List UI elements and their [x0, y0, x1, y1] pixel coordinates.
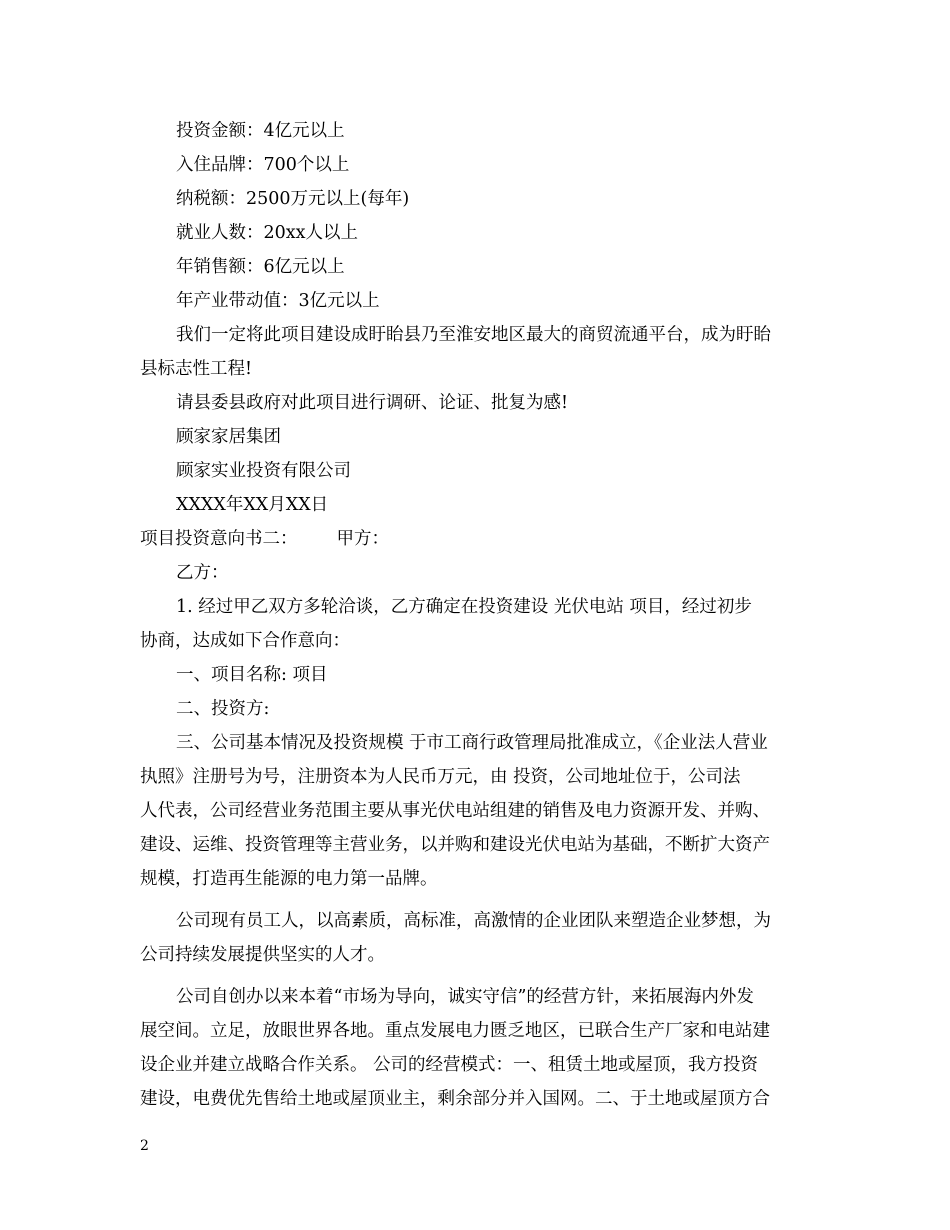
- signature-group: 顾家家居集团: [176, 427, 281, 447]
- text-line: 年销售额：6亿元以上: [176, 257, 345, 277]
- text-line: 建设，电费优先售给土地或屋顶业主，剩余部分并入国网。二、于土地或屋顶方合: [140, 1089, 770, 1109]
- text-line: 请县委县政府对此项目进行调研、论证、批复为感!: [176, 393, 569, 413]
- text-line: 就业人数：20xx人以上: [176, 223, 359, 243]
- text-line: 协商，达成如下合作意向：: [140, 631, 350, 651]
- section-heading: 项目投资意向书二： 甲方：: [140, 529, 389, 549]
- text-line: 公司自创办以来本着“市场为导向，诚实守信”的经营方针，来拓展海内外发: [176, 987, 754, 1007]
- text-line: 县标志性工程!: [140, 359, 253, 379]
- text-line: 规模，打造再生能源的电力第一品牌。: [140, 869, 438, 889]
- text-line: 执照》注册号为号，注册资本为人民币万元，由 投资，公司地址位于，公司法: [140, 767, 741, 787]
- text-line: 二、投资方:: [176, 699, 270, 719]
- text-line: 我们一定将此项目建设成盱眙县乃至淮安地区最大的商贸流通平台，成为盱眙: [176, 325, 771, 345]
- text-line: 入住品牌：700个以上: [176, 155, 350, 175]
- text-line: 公司持续发展提供坚实的人才。: [140, 945, 385, 965]
- text-line: 三、公司基本情况及投资规模 于市工商行政管理局批准成立，《企业法人营业: [176, 733, 768, 753]
- text-line: 建设、运维、投资管理等主营业务，以并购和建设光伏电站为基础，不断扩大资产: [140, 835, 770, 855]
- text-line: 乙方：: [176, 563, 229, 583]
- text-line: 纳税额：2500万元以上(每年): [176, 189, 410, 209]
- text-line: 人代表，公司经营业务范围主要从事光伏电站组建的销售及电力资源开发、并购、: [140, 801, 770, 821]
- text-line: 公司现有员工人，以高素质，高标准，高激情的企业团队来塑造企业梦想，为: [176, 911, 771, 931]
- text-line: 1. 经过甲乙双方多轮洽谈，乙方确定在投资建设 光伏电站 项目，经过初步: [176, 597, 752, 617]
- text-line: 投资金额：4亿元以上: [176, 121, 345, 141]
- signature-date: XXXX年XX月XX日: [176, 495, 329, 515]
- text-line: 设企业并建立战略合作关系。 公司的经营模式：一、租赁土地或屋顶，我方投资: [140, 1055, 759, 1075]
- text-line: 展空间。立足，放眼世界各地。重点发展电力匮乏地区，已联合生产厂家和电站建: [140, 1021, 770, 1041]
- page-number: 2: [140, 1138, 149, 1154]
- signature-company: 顾家实业投资有限公司: [176, 461, 351, 481]
- text-line: 一、项目名称: 项目: [176, 665, 328, 685]
- text-line: 年产业带动值：3亿元以上: [176, 291, 380, 311]
